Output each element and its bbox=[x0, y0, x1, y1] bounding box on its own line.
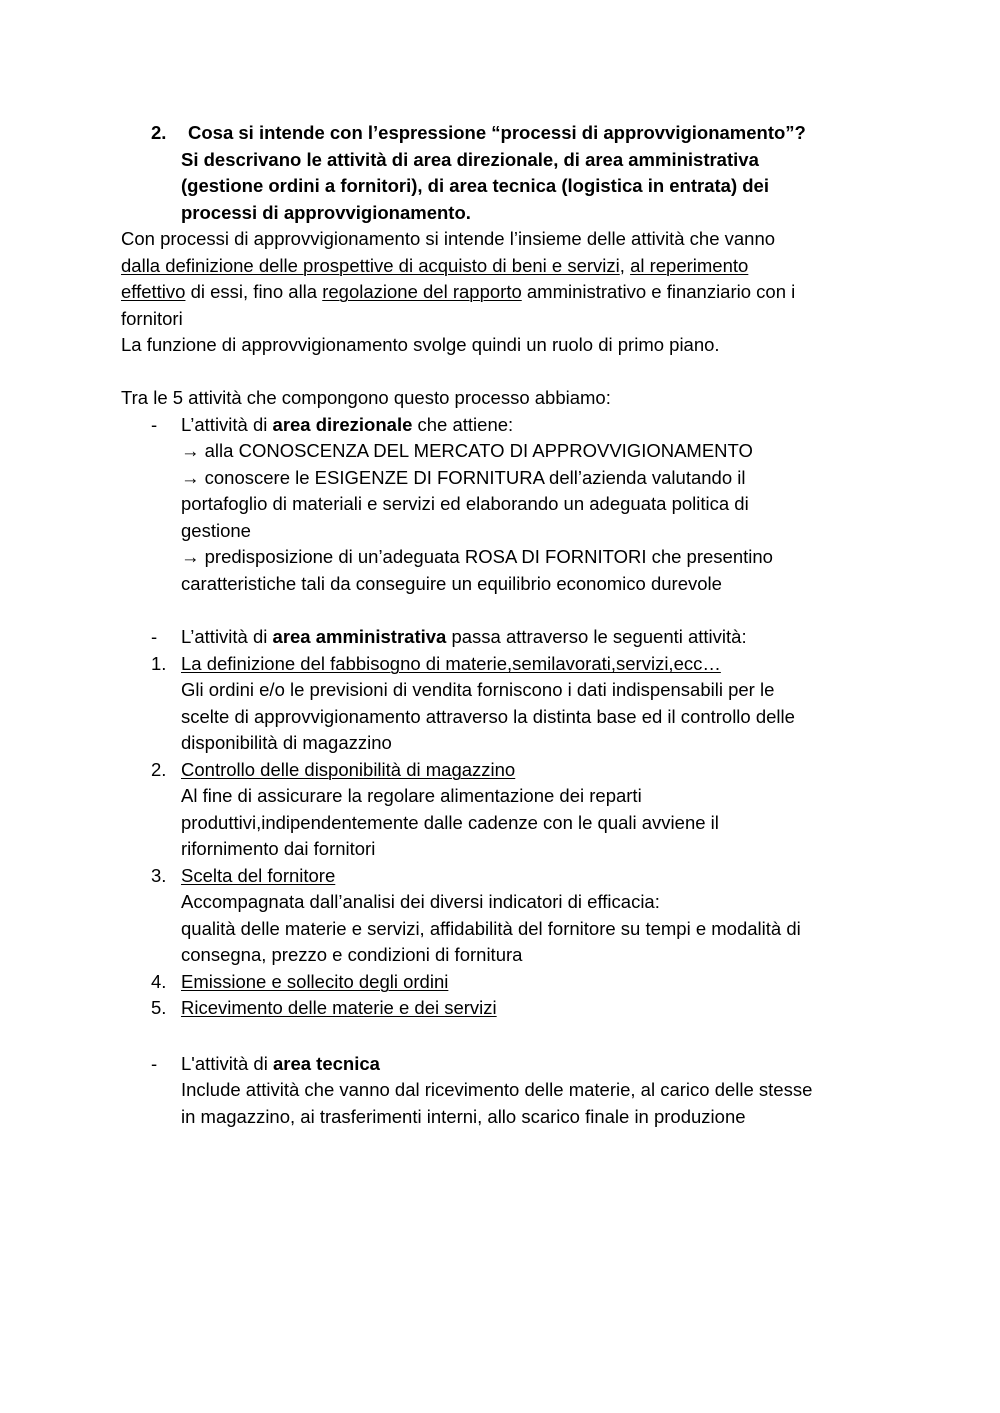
intro-line bbox=[121, 253, 748, 280]
activities-intro: Tra le 5 attività che compongono questo processo abbiamo: bbox=[121, 387, 611, 408]
section-line: gestione bbox=[181, 520, 251, 541]
list-item-line: scelte di approvvigionamento attraverso la distinta base ed il controllo delle bbox=[181, 706, 795, 727]
list-item-title: Emissione e sollecito degli ordini bbox=[181, 971, 449, 992]
list-number: 3. bbox=[151, 865, 167, 886]
list-item-title: Ricevimento delle materie e dei servizi bbox=[181, 997, 497, 1018]
list-item-line: Gli ordini e/o le previsioni di vendita forniscono i dati indispensabili per le bbox=[181, 679, 775, 700]
section-line: portafoglio di materiali e servizi ed elaborando un adeguata politica di bbox=[181, 493, 749, 514]
heading-bold: area direzionale bbox=[272, 414, 413, 435]
section-heading bbox=[181, 412, 513, 439]
intro-text: , bbox=[619, 255, 631, 276]
list-item-line: Al fine di assicurare la regolare alimentazione dei reparti bbox=[181, 785, 642, 806]
question-line: Cosa si intende con l’espressione “processi di approvvigionamento”? bbox=[188, 122, 806, 143]
section-line: in magazzino, ai trasferimenti interni, allo scarico finale in produzione bbox=[181, 1106, 746, 1127]
list-number: 4. bbox=[151, 971, 167, 992]
section-line: caratteristiche tali da conseguire un equilibrio economico durevole bbox=[181, 573, 722, 594]
list-item-line: consegna, prezzo e condizioni di fornitura bbox=[181, 944, 523, 965]
question-line: Si descrivano le attività di area direzionale, di area amministrativa bbox=[181, 149, 759, 170]
bullet-dash: - bbox=[151, 1053, 158, 1074]
list-item-line: Accompagnata dall’analisi dei diversi indicatori di efficacia: bbox=[181, 891, 660, 912]
heading-text: L'attività di bbox=[181, 1053, 273, 1074]
intro-text: amministrativo e finanziario con i bbox=[521, 281, 796, 302]
question-number: 2. bbox=[151, 122, 167, 143]
question-line: (gestione ordini a fornitori), di area tecnica (logistica in entrata) dei bbox=[181, 175, 769, 196]
intro-text: di essi, fino alla bbox=[185, 281, 323, 302]
intro-line bbox=[121, 279, 795, 306]
section-line: → predisposizione di un’adeguata ROSA DI FORNITORI che presentino bbox=[181, 546, 773, 567]
list-item-title: Controllo delle disponibilità di magazzino bbox=[181, 759, 516, 780]
heading-text: L’attività di bbox=[181, 414, 273, 435]
list-item-line: produttivi,indipendentemente dalle cadenze con le quali avviene il bbox=[181, 812, 719, 833]
underlined-phrase: regolazione del rapporto bbox=[322, 281, 522, 302]
list-item-line: rifornimento dai fornitori bbox=[181, 838, 376, 859]
section-heading bbox=[181, 624, 747, 651]
bullet-dash: - bbox=[151, 414, 158, 435]
list-number: 5. bbox=[151, 997, 167, 1018]
heading-text: passa attraverso le seguenti attività: bbox=[446, 626, 747, 647]
heading-bold: area amministrativa bbox=[272, 626, 447, 647]
list-item-line: qualità delle materie e servizi, affidabilità del fornitore su tempi e modalità di bbox=[181, 918, 801, 939]
list-item-title: La definizione del fabbisogno di materie,semilavorati,servizi,ecc… bbox=[181, 653, 721, 674]
underlined-phrase: dalla definizione delle prospettive di acquisto di beni e servizi bbox=[121, 255, 620, 276]
underlined-phrase: effettivo bbox=[121, 281, 186, 302]
bullet-dash: - bbox=[151, 626, 158, 647]
intro-line: fornitori bbox=[121, 308, 183, 329]
section-line: Include attività che vanno dal ricevimento delle materie, al carico delle stesse bbox=[181, 1079, 813, 1100]
section-line: → conoscere le ESIGENZE DI FORNITURA dell’azienda valutando il bbox=[181, 467, 746, 488]
intro-line: La funzione di approvvigionamento svolge quindi un ruolo di primo piano. bbox=[121, 334, 720, 355]
list-item-line: disponibilità di magazzino bbox=[181, 732, 392, 753]
intro-line: Con processi di approvvigionamento si intende l’insieme delle attività che vanno bbox=[121, 228, 776, 249]
heading-text: L’attività di bbox=[181, 626, 273, 647]
section-line: → alla CONOSCENZA DEL MERCATO DI APPROVVIGIONAMENTO bbox=[181, 440, 753, 461]
list-number: 2. bbox=[151, 759, 167, 780]
heading-bold: area tecnica bbox=[272, 1053, 380, 1074]
underlined-phrase: al reperimento bbox=[630, 255, 749, 276]
question-line: processi di approvvigionamento. bbox=[181, 202, 471, 223]
section-heading bbox=[181, 1051, 380, 1078]
list-number: 1. bbox=[151, 653, 167, 674]
list-item-title: Scelta del fornitore bbox=[181, 865, 336, 886]
heading-text: che attiene: bbox=[412, 414, 514, 435]
